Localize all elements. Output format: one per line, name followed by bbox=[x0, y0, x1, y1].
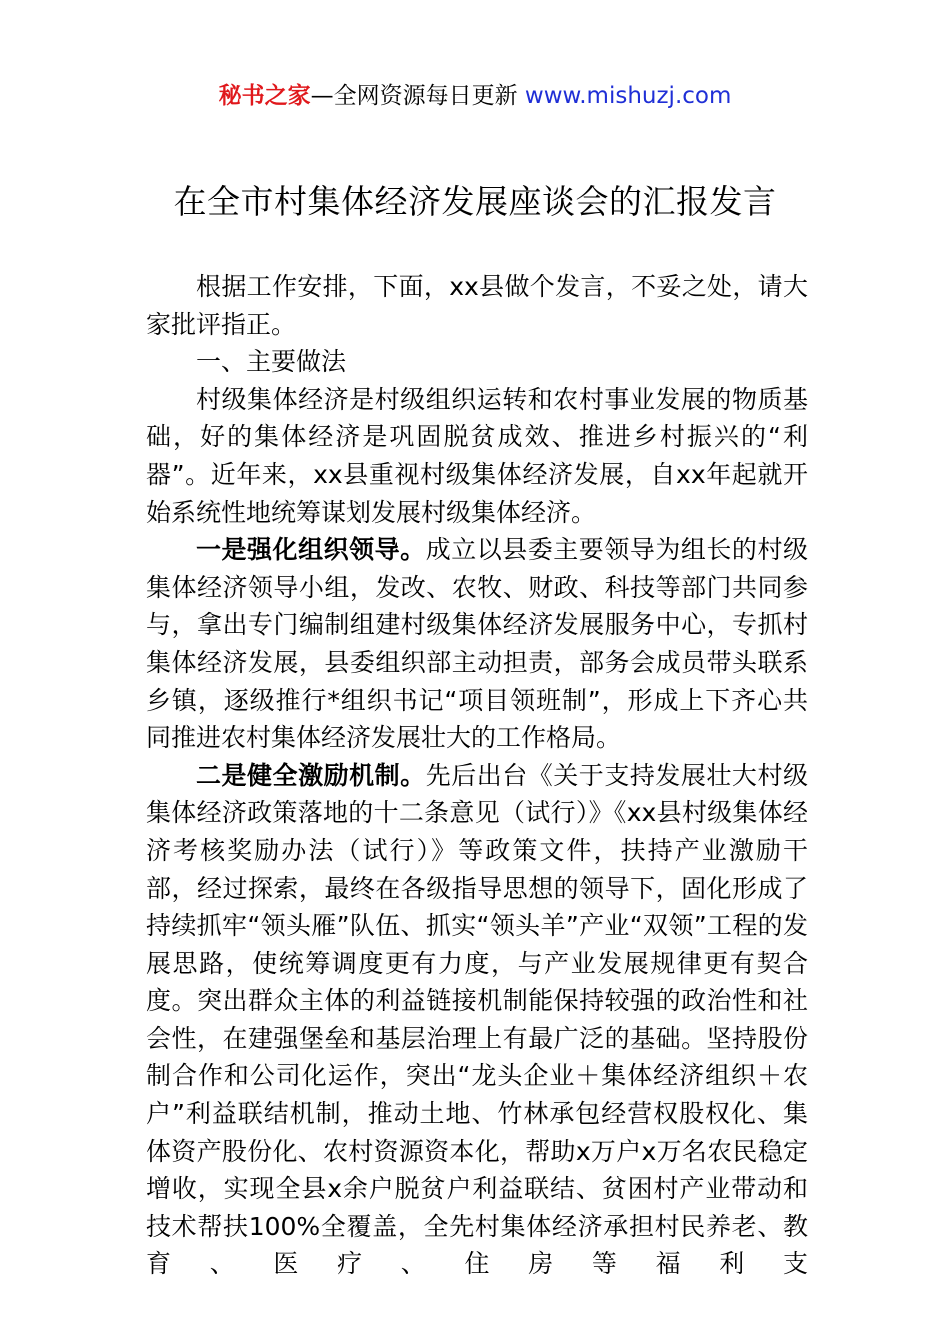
site-header bbox=[0, 80, 950, 112]
paragraph-organization bbox=[146, 531, 808, 757]
point-text-2: 先后出台《关于支持发展壮大村级集体经济政策落地的十二条意见（试行）》《xx县村级集体经济考核奖励办法（试行）》等政策文件，扶持产业激励干部，经过探索，最终在各级指导思想的领导下，固化形成了持续抓牢“领头雁”队伍、抓实“领头羊”产业“双领”工程的发展思路，使统筹调度更有力度，与产业发展规律更有契合度。突出群众主体的利益链接机制能保持较强的政治性和社会性，在建强堡垒和基层治理上有最广泛的基础。坚持股份制合作和公司化运作，突出“龙头企业＋集体经济组织＋农户”利益联结机制，推动土地、竹林承包经营权股权化、集体资产股份化、农村资源资本化，帮助x万户x万名农民稳定增收，实现全县x余户脱贫户利益联结、贫困村产业带动和技术帮扶100%全覆盖，全先村集体经济承担村民养老、教育、医疗、住房等福利支 bbox=[146, 760, 808, 1279]
paragraph-intro: 根据工作安排，下面，xx县做个发言，不妥之处，请大家批评指正。 bbox=[146, 272, 808, 339]
point-heading-1: 一是强化组织领导。 bbox=[196, 535, 426, 565]
site-slogan: —全网资源每日更新 bbox=[310, 83, 525, 109]
section-heading: 一、主要做法 bbox=[196, 347, 347, 377]
document-title: 在全市村集体经济发展座谈会的汇报发言 bbox=[173, 182, 777, 221]
brand-name: 秘书之家 bbox=[218, 83, 311, 109]
site-url-link[interactable]: www.mishuzj.com bbox=[524, 83, 732, 109]
paragraph-incentives bbox=[146, 757, 808, 1283]
point-text-1: 成立以县委主要领导为组长的村级集体经济领导小组，发改、农牧、财政、科技等部门共同参与，拿出专门编制组建村级集体经济发展服务中心，专抓村集体经济发展，县委组织部主动担责，部务会成员带头联系乡镇，逐级推行*组织书记“项目领班制”，形成上下齐心共同推进农村集体经济发展壮大的工作格局。 bbox=[146, 535, 808, 753]
point-heading-2: 二是健全激励机制。 bbox=[196, 760, 426, 790]
paragraph-background: 村级集体经济是村级组织运转和农村事业发展的物质基础，好的集体经济是巩固脱贫成效、推进乡村振兴的“利器”。近年来，xx县重视村级集体经济发展，自xx年起就开始系统性地统筹谋划发展村级集体经济。 bbox=[146, 384, 808, 527]
document-body bbox=[146, 268, 808, 1283]
